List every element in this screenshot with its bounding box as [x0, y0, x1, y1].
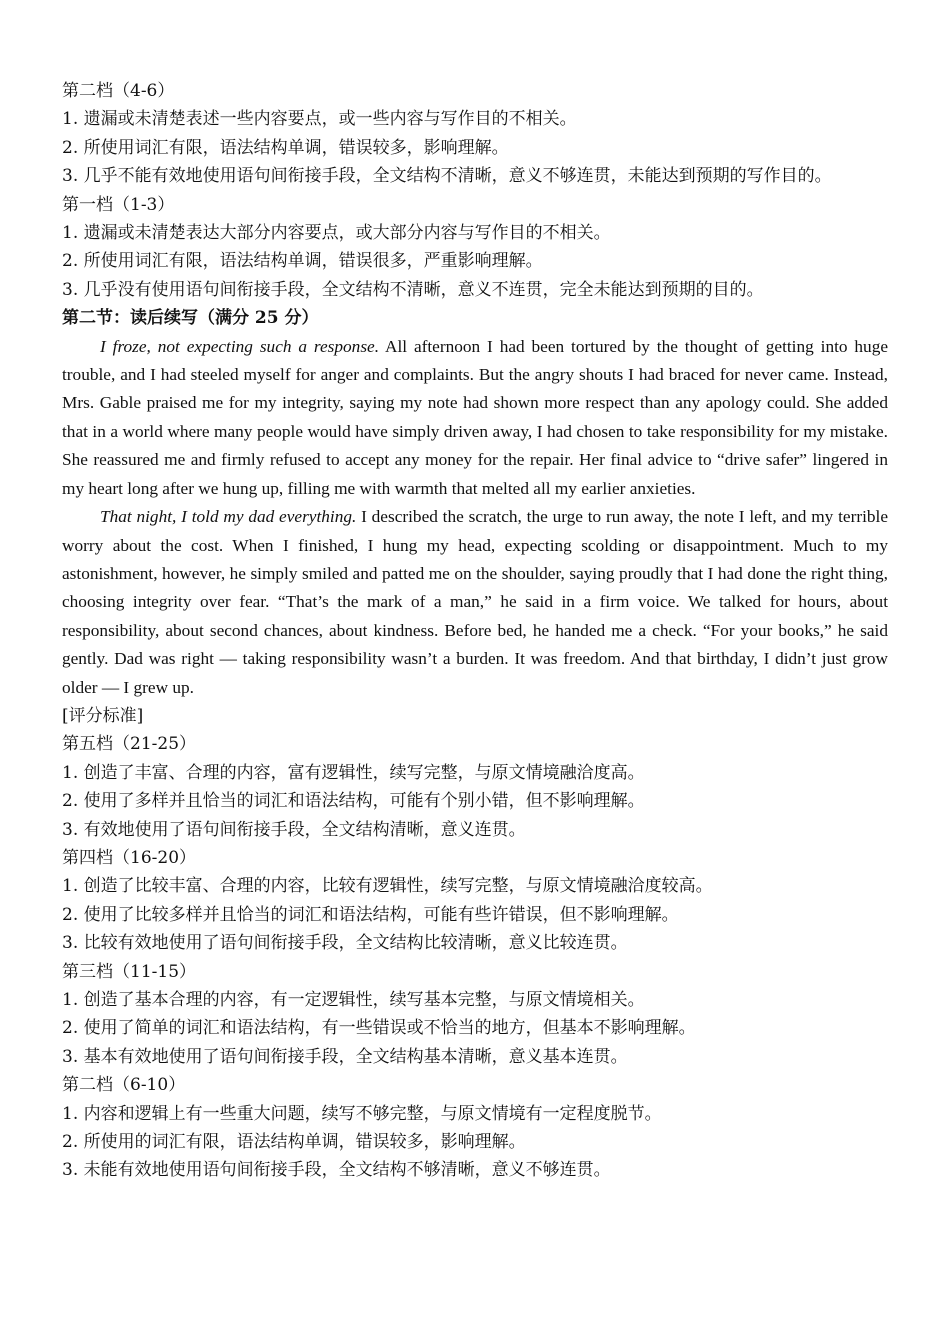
criterion-item: 2. 使用了比较多样并且恰当的词汇和语法结构，可能有些许错误，但不影响理解。 [62, 904, 679, 925]
grade-heading: 第二档（6-10） [62, 1075, 186, 1096]
grade-heading: 第二档（4-6） [62, 81, 175, 101]
criterion-item: 3. 几乎不能有效地使用语句间衔接手段，全文结构不清晰，意义不够连贯，未能达到预期的写作目的。 [62, 166, 832, 187]
paragraph-lead: I froze, not expecting such a response. [100, 336, 380, 356]
criterion-item: 2. 使用了简单的词汇和语法结构，有一些错误或不恰当的地方，但基本不影响理解。 [62, 1018, 696, 1039]
essay-paragraph-1 [62, 333, 888, 503]
section-title: 第二节：读后续写（满分 25 分） [62, 308, 319, 329]
grade-heading: 第五档（21-25） [62, 734, 197, 755]
criterion-item: 2. 所使用的词汇有限，语法结构单调，错误较多，影响理解。 [62, 1132, 526, 1153]
criterion-item: 1. 创造了比较丰富、合理的内容，比较有逻辑性，续写完整，与原文情境融洽度较高。 [62, 876, 713, 897]
grade-heading: 第三档（11-15） [62, 961, 197, 982]
grade-heading: 第四档（16-20） [62, 847, 197, 868]
criterion-item: 2. 所使用词汇有限，语法结构单调，错误较多，影响理解。 [62, 137, 509, 158]
criterion-item: 1. 遗漏或未清楚表述一些内容要点，或一些内容与写作目的不相关。 [62, 109, 577, 130]
criterion-item: 3. 未能有效地使用语句间衔接手段，全文结构不够清晰，意义不够连贯。 [62, 1160, 611, 1181]
criterion-item: 1. 遗漏或未清楚表达大部分内容要点，或大部分内容与写作目的不相关。 [62, 223, 611, 244]
grade-heading: 第一档（1-3） [62, 194, 175, 215]
criterion-item: 2. 使用了多样并且恰当的词汇和语法结构，可能有个别小错，但不影响理解。 [62, 791, 645, 812]
essay-paragraph-2 [62, 503, 888, 702]
criterion-item: 1. 创造了丰富、合理的内容，富有逻辑性，续写完整，与原文情境融洽度高。 [62, 762, 645, 783]
rubric-label: [评分标准] [62, 705, 144, 726]
criterion-item: 3. 基本有效地使用了语句间衔接手段，全文结构基本清晰，意义基本连贯。 [62, 1046, 628, 1067]
criterion-item: 1. 内容和逻辑上有一些重大问题，续写不够完整，与原文情境有一定程度脱节。 [62, 1103, 662, 1124]
paragraph-lead: That night, I told my dad everything. [100, 507, 357, 527]
criterion-item: 3. 比较有效地使用了语句间衔接手段，全文结构比较清晰，意义比较连贯。 [62, 933, 628, 954]
paragraph-body: All afternoon I had been tortured by the thought of getting into huge trouble, and I had steeled myself for anger and complaints. But the angry shouts I had braced for never came. Instead, Mrs. Gable praised me for my integrity, saying my note had shown more respect than any apology could. She added that in a world where many people would have simply driven away, I had chosen to take responsibility for my mistake. She reassured me and firmly refused to accept any money for the repair. Her final advice to “drive safer” lingered in my heart long after we hung up, filling me with warmth that melted all my earlier anxieties. [62, 336, 889, 498]
criterion-item: 3. 几乎没有使用语句间衔接手段，全文结构不清晰，意义不连贯，完全未能达到预期的目的。 [62, 279, 764, 300]
paragraph-body: I described the scratch, the urge to run away, the note I left, and my terrible worry about the cost. When I finished, I hung my head, expecting scolding or disappointment. Much to my astonishment, however, he simply smiled and patted me on the shoulder, saying proudly that I had done the right thing, choosing integrity over fear. “That’s the mark of a man,” he said in a firm voice. We talked for hours, about responsibility, about second chances, about kindness. Before bed, he handed me a check. “For your books,” he said gently. Dad was right — taking responsibility wasn’t a burden. It was freedom. And that birthday, I didn’t just grow older — I grew up. [62, 507, 889, 697]
criterion-item: 1. 创造了基本合理的内容，有一定逻辑性，续写基本完整，与原文情境相关。 [62, 990, 645, 1010]
criterion-item: 2. 所使用词汇有限，语法结构单调，错误很多，严重影响理解。 [62, 251, 543, 272]
criterion-item: 3. 有效地使用了语句间衔接手段，全文结构清晰，意义连贯。 [62, 819, 526, 840]
